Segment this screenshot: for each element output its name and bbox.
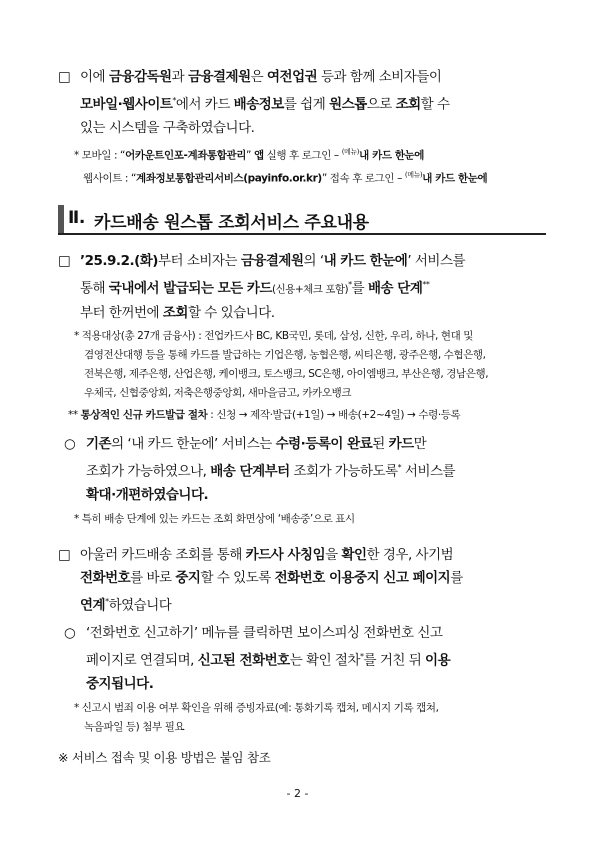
section-title bbox=[58, 205, 546, 235]
sub-point-expansion: ○ 기존의 ‘내 카드 한눈에’ 서비스는 수령·등록이 완료된 카드만 조회가 가능하였으나, 배송 단계부터 조회가 가능하도록* 서비스를 확대·개편하였습니다. bbox=[64, 433, 550, 507]
footnote-target-institutions: * 적용대상(총 27개 금융사) : 전업카드사 BC, KB국민, 롯데, 삼성, 신한, 우리, 하나, 현대 및 겸영전산대행 등을 통해 카드를 발급하는 기업은행, 농협은행, 씨티은행, 광주은행, 수협은행, 전북은행, 제주은행, 산업은행, 케이뱅크, 토스뱅크, SC은행, 아이엠뱅크, 부산은행, 경남은행, 우체국, 신협중앙회, 저축은행중앙회, 새마을금고, 카카오뱅크 bbox=[74, 330, 489, 399]
footnote-shipping-display: * 특히 배송 단계에 있는 카드는 조회 화면상에 ‘배송중’으로 표시 bbox=[74, 513, 355, 525]
paragraph-report-link: □ 아울러 카드배송 조회를 통해 카드사 사칭임을 확인한 경우, 사기범 전화번호를 바로 중지할 수 있도록 전화번호 이용중지 신고 페이지를 연계*하였습니다 bbox=[58, 544, 548, 618]
square-bullet: □ bbox=[58, 253, 71, 269]
page-number: - 2 - bbox=[286, 787, 309, 800]
title-bar-decoration bbox=[58, 205, 64, 233]
footnote-evidence: * 신고시 범죄 이용 여부 확인을 위해 증빙자료(예: 통화기록 캡쳐, 메시지 기록 캡쳐, 녹음파일 등) 첨부 필요 bbox=[74, 702, 439, 733]
section-heading: 카드배송 원스톱 조회서비스 주요내용 bbox=[94, 213, 369, 233]
circle-bullet: ○ bbox=[64, 436, 76, 452]
square-bullet: □ bbox=[58, 547, 71, 563]
square-bullet: □ bbox=[58, 69, 71, 85]
section-number: Ⅱ. bbox=[68, 208, 86, 228]
reference-note: ※ 서비스 접속 및 이용 방법은 붙임 참조 bbox=[58, 750, 271, 765]
footnote-access: * 모바일 : “어카운트인포-계좌통합관리” 앱 실행 후 로그인 – $^{(메뉴)}$내 카드 한눈에 웹사이트 : “계좌정보통합관리서비스(payinfo.or.kr)” 접속 후 로그인 – $^{(메뉴)}$내 카드 한눈에 bbox=[74, 148, 488, 184]
sub-point-report-menu: ○ ‘전화번호 신고하기’ 메뉴를 클릭하면 보이스피싱 전화번호 신고 페이지로 연결되며, 신고된 전화번호는 확인 절차*를 거친 뒤 이용 중지됩니다. bbox=[64, 622, 550, 696]
paragraph-service: □ ’25.9.2.(화)부터 소비자는 금융결제원의 ‘내 카드 한눈에’ 서비스를 통해 국내에서 발급되는 모든 카드(신용+체크 포함)*를 배송 단계** 부터 한꺼번에 조회할 수 있습니다. bbox=[58, 250, 548, 325]
footnote-issuance-process: ** 통상적인 신규 카드발급 절차 : 신청 → 제작·발급(+1일) → 배송(+2~4일) → 수령·등록 bbox=[68, 409, 461, 421]
paragraph-intro: □ 이에 금융감독원과 금융결제원은 여전업권 등과 함께 소비자들이 모바일·웹사이트*에서 카드 배송정보를 쉽게 원스톱으로 조회할 수 있는 시스템을 구축하였습니다. bbox=[58, 66, 548, 140]
circle-bullet: ○ bbox=[64, 625, 76, 641]
